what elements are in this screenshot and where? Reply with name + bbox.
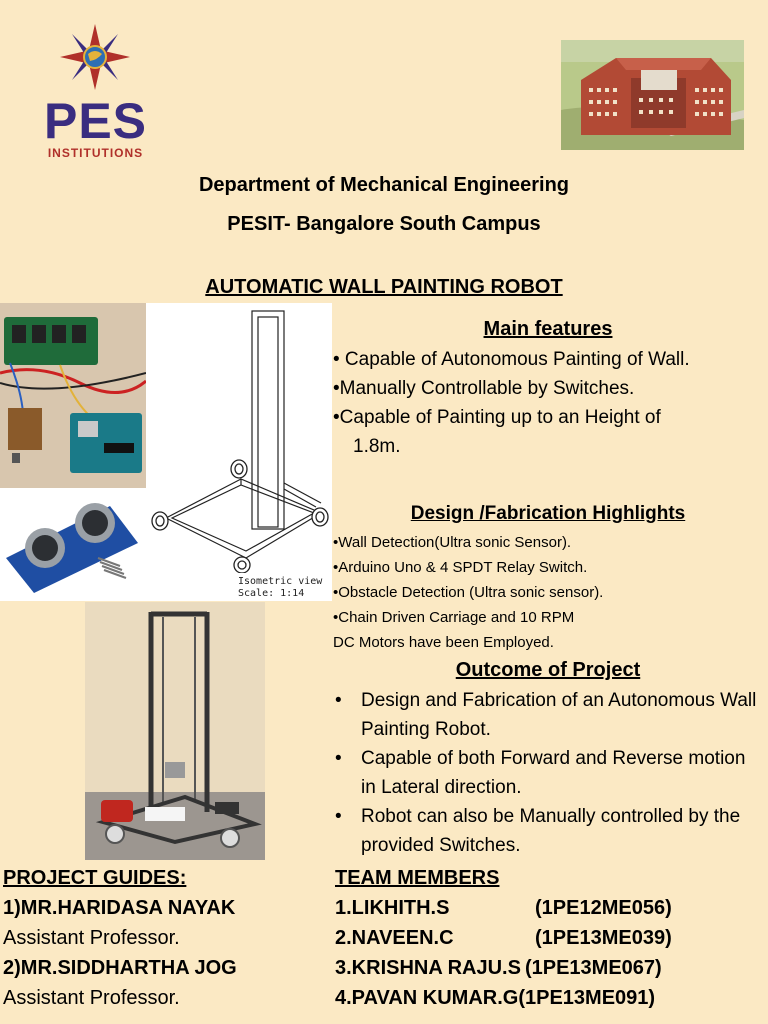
main-features-heading: Main features (483, 318, 613, 340)
list-item: 1.8m. (353, 436, 401, 457)
department-title: Department of Mechanical Engineering (198, 174, 570, 196)
guide-title: Assistant Professor. (3, 987, 180, 1009)
project-title: AUTOMATIC WALL PAINTING ROBOT (205, 276, 563, 298)
list-item: • Capable of both Forward and Reverse motion in Lateral direction. (335, 744, 765, 802)
isometric-cad-drawing (146, 303, 332, 601)
bullet: • (335, 748, 342, 769)
design-heading: Design /Fabrication Highlights (410, 503, 686, 524)
project-guides (3, 863, 323, 1013)
electronics-photo (0, 303, 146, 488)
list-item: •Chain Driven Carriage and 10 RPM (333, 609, 575, 626)
list-item: • Design and Fabrication of an Autonomous Wall Painting Robot. (335, 686, 765, 744)
list-item: •Arduino Uno & 4 SPDT Relay Switch. (333, 559, 588, 576)
ultrasonic-sensor-photo (0, 488, 146, 601)
campus-photo (561, 40, 744, 150)
list-item: •Manually Controllable by Switches. (333, 378, 635, 399)
bullet: • (335, 690, 342, 711)
guide-name: 1)MR.HARIDASA NAYAK (3, 897, 236, 919)
team-member: 3.KRISHNA RAJU.S (1PE13ME067) (335, 957, 662, 979)
main-features-list (333, 345, 763, 461)
logo-subtitle: INSTITUTIONS (47, 146, 144, 160)
pes-emblem-icon (60, 24, 130, 90)
list-item: • Capable of Autonomous Painting of Wall. (333, 349, 690, 370)
campus-title: PESIT- Bangalore South Campus (227, 213, 541, 235)
list-item: DC Motors have been Employed. (333, 634, 554, 651)
outcome-heading: Outcome of Project (455, 659, 641, 681)
outcome-list (335, 686, 765, 860)
bullet: • (335, 806, 342, 827)
guide-name: 2)MR.SIDDHARTHA JOG (3, 957, 237, 979)
design-list (333, 530, 763, 655)
list-item: •Wall Detection(Ultra sonic Sensor). (333, 534, 572, 551)
list-item: •Obstacle Detection (Ultra sonic sensor). (333, 584, 604, 601)
cad-caption-view: Isometric view (238, 576, 323, 587)
team-members (335, 863, 765, 1013)
team-member: 2.NAVEEN.C (1PE13ME039) (335, 927, 672, 949)
team-member: 1.LIKHITH.S (1PE12ME056) (335, 897, 672, 919)
guide-title: Assistant Professor. (3, 927, 180, 949)
list-item: •Capable of Painting up to an Height of (333, 407, 661, 428)
robot-photo (85, 602, 265, 860)
list-item: • Robot can also be Manually controlled by the provided Switches. (335, 802, 765, 860)
logo-wordmark: PES (43, 93, 148, 149)
team-member: 4.PAVAN KUMAR.G (1PE13ME091) (335, 987, 656, 1009)
cad-caption-scale: Scale: 1:14 (238, 588, 305, 599)
guides-heading: PROJECT GUIDES: (3, 867, 187, 889)
team-heading: TEAM MEMBERS (335, 867, 500, 889)
